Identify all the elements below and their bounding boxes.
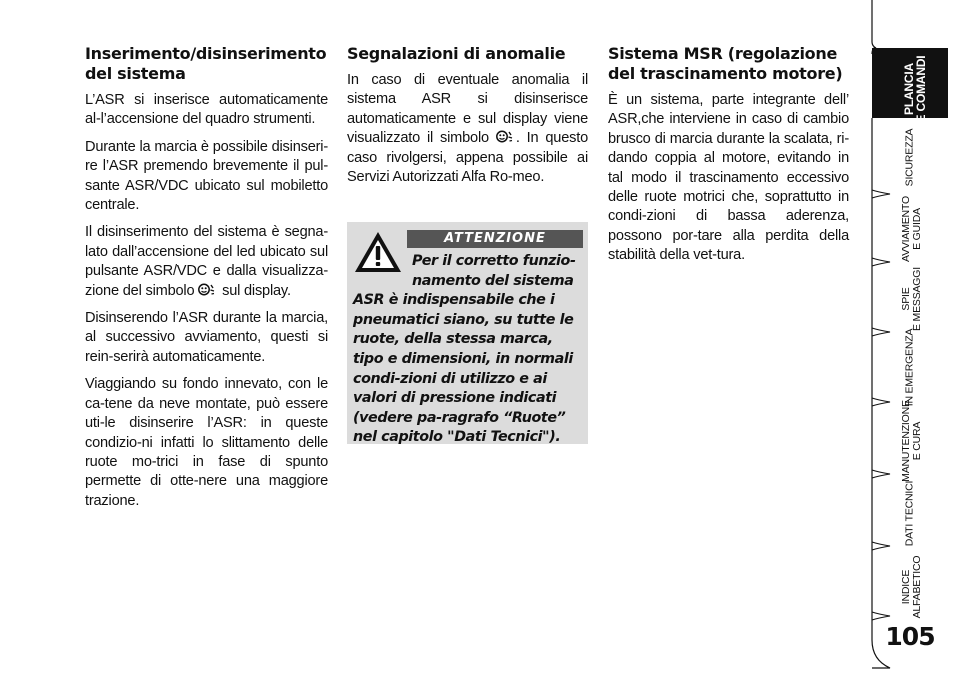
warning-line: namento del sistema: [412, 272, 574, 289]
section-title-msr: Sistema MSR (regolazione del trascinamento motore): [608, 44, 843, 83]
paragraph: Viaggiando su fondo innevato, con le ca-tene da neve montate, può essere uti-le disinserire l’ASR: in queste condizio-ni infatti lo slittamento delle ruote mo-trici in fase di spunto permette di otte-nere una maggiore trazione.: [85, 376, 328, 509]
tab-plancia-e-comandi[interactable]: PLANCIA E COMANDI: [902, 55, 928, 123]
paragraph-text: Il disinserimento del sistema è segna-lato dall’accensione del led ubicato sul pulsante ASR/VDC e dalla visualizza-zione del simbolo: [85, 224, 328, 299]
paragraph: [347, 71, 588, 187]
page-number: 105: [885, 622, 935, 651]
section-title-anomalies: Segnalazioni di anomalie: [347, 44, 566, 63]
tab-dati-tecnici[interactable]: DATI TECNICI: [903, 480, 916, 547]
warning-text: [353, 252, 584, 448]
paragraph: [85, 223, 328, 301]
warning-body: ASR è indispensabile che i pneumatici siano, su tutte le ruote, della stessa marca, tipo e dimensioni, in normali condi-zioni di utilizzo e ai valori di pressione indicati (vedere pa-ragrafo “Ruote” nel capitolo "Dati Tecnici").: [353, 292, 574, 446]
paragraph: Disinserendo l’ASR durante la marcia, al successivo avviamento, questi si rein-serirà automaticamente.: [85, 310, 328, 365]
section-title-activation: Inserimento/disinserimento del sistema: [85, 44, 327, 83]
tab-avviamento-e-guida[interactable]: AVVIAMENTO E GUIDA: [900, 196, 923, 262]
paragraph: L’ASR si inserisce automaticamente al-l’accensione del quadro strumenti.: [85, 92, 328, 128]
warning-line: Per il corretto funzio-: [412, 253, 576, 269]
warning-box: [347, 222, 588, 444]
column-msr: [608, 44, 849, 274]
chapter-index-sidebar: [870, 0, 960, 692]
asr-symbol-icon: [496, 130, 516, 143]
tab-manutenzione-e-cura[interactable]: MANUTENZIONE E CURA: [900, 400, 923, 482]
tab-indice-alfabetico[interactable]: INDICE ALFABETICO: [900, 555, 923, 619]
column-anomalies: [347, 44, 588, 195]
asr-symbol-icon: [198, 283, 218, 296]
tab-sicurezza[interactable]: SICUREZZA: [903, 128, 916, 187]
tab-spie-e-messaggi[interactable]: SPIE E MESSAGGI: [900, 267, 923, 331]
warning-heading: ATTENZIONE: [407, 230, 583, 248]
paragraph: È un sistema, parte integrante dell’ ASR,che interviene in caso di cambio brusco di marcia durante la scalata, ri-dando coppia al motore, evitando in tal modo il trascinamento eccessivo delle ruote motrici che, soprattutto in condi-zioni di bassa aderenza, possono por-tare alla perdita della stabilità della vet-tura.: [608, 92, 849, 264]
paragraph-text: sul display.: [222, 282, 291, 299]
paragraph-text: In caso di eventuale anomalia il sistema ASR si disinserisce automaticamente e sul display viene visualizzato il simbolo: [347, 72, 588, 147]
paragraph-text: . In questo caso rivolgersi, appena possibile ai Servizi Autorizzati Alfa Ro-meo.: [347, 130, 588, 186]
tab-in-emergenza[interactable]: IN EMERGENZA: [903, 328, 916, 407]
column-asr-activation: [85, 44, 328, 519]
paragraph: Durante la marcia è possibile disinseri-re l’ASR premendo brevemente il pul-sante ASR/VDC ubicato sul mobiletto centrale.: [85, 138, 328, 214]
